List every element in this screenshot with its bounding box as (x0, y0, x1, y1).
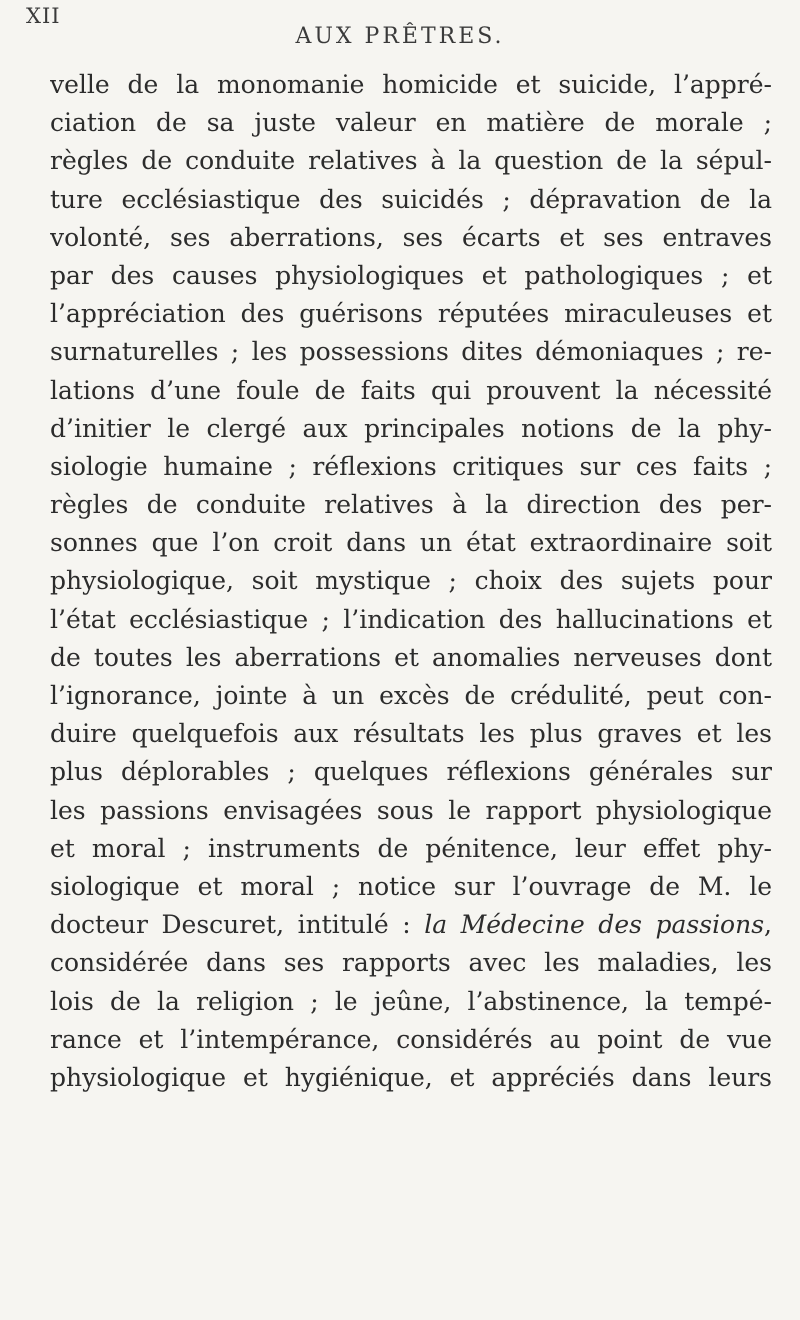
text-line-start: docteur Descuret, intitulé : (50, 910, 425, 940)
text-line: l’état ecclésiastique ; l’indication des hallucinations et (50, 604, 772, 634)
text-line: lois de la religion ; le jeûne, l’abstinence, la tempé- (50, 986, 772, 1016)
text-line: physiologique, soit mystique ; choix des sujets pour (50, 566, 772, 596)
text-line: velle de la monomanie homicide et suicide, l’appré- (50, 70, 772, 99)
text-line: volonté, ses aberrations, ses écarts et ses entraves (50, 222, 772, 252)
text-line: lations d’une foule de faits qui prouvent la nécessité (50, 375, 772, 405)
text-line: surnaturelles ; les possessions dites démoniaques ; re- (50, 337, 772, 367)
text-line: règles de conduite relatives à la question de la sépul- (50, 146, 772, 176)
page-number: XII (26, 4, 61, 28)
text-line: siologie humaine ; réflexions critiques sur ces faits ; (50, 451, 772, 481)
text-line: physiologique et hygiénique, et appréciés dans leurs (50, 1062, 772, 1092)
text-line: les passions envisagées sous le rapport physiologique (50, 795, 772, 825)
text-line: plus déplorables ; quelques réflexions générales sur (50, 757, 772, 787)
text-line: rance et l’intempérance, considérés au point de vue (50, 1024, 772, 1054)
text-line: et moral ; instruments de pénitence, leur effet phy- (50, 833, 772, 863)
text-line: sonnes que l’on croit dans un état extraordinaire soit (50, 528, 772, 558)
text-line: l’ignorance, jointe à un excès de crédulité, peut con- (50, 681, 772, 710)
text-line: par des causes physiologiques et pathologiques ; et (50, 260, 772, 290)
book-title: la Médecine des passions (424, 910, 765, 940)
text-line: ciation de sa juste valeur en matière de morale ; (50, 108, 772, 138)
text-line: ture ecclésiastique des suicidés ; dépravation de la (50, 184, 772, 214)
text-line: considérée dans ses rapports avec les maladies, les (50, 948, 772, 978)
text-line: de toutes les aberrations et anomalies nerveuses dont (50, 642, 772, 672)
text-line: règles de conduite relatives à la direction des per- (50, 490, 772, 520)
text-line: d’initier le clergé aux principales notions de la phy- (50, 413, 772, 443)
text-line: duire quelquefois aux résultats les plus graves et les (50, 719, 772, 749)
text-line-end: , (764, 910, 772, 940)
text-line: siologique et moral ; notice sur l’ouvrage de M. le (50, 871, 772, 901)
text-line: l’appréciation des guérisons réputées miraculeuses et (50, 299, 772, 329)
body-text (50, 66, 772, 1097)
running-head: AUX PRÊTRES. (295, 24, 505, 49)
text-line-with-title (50, 906, 772, 944)
